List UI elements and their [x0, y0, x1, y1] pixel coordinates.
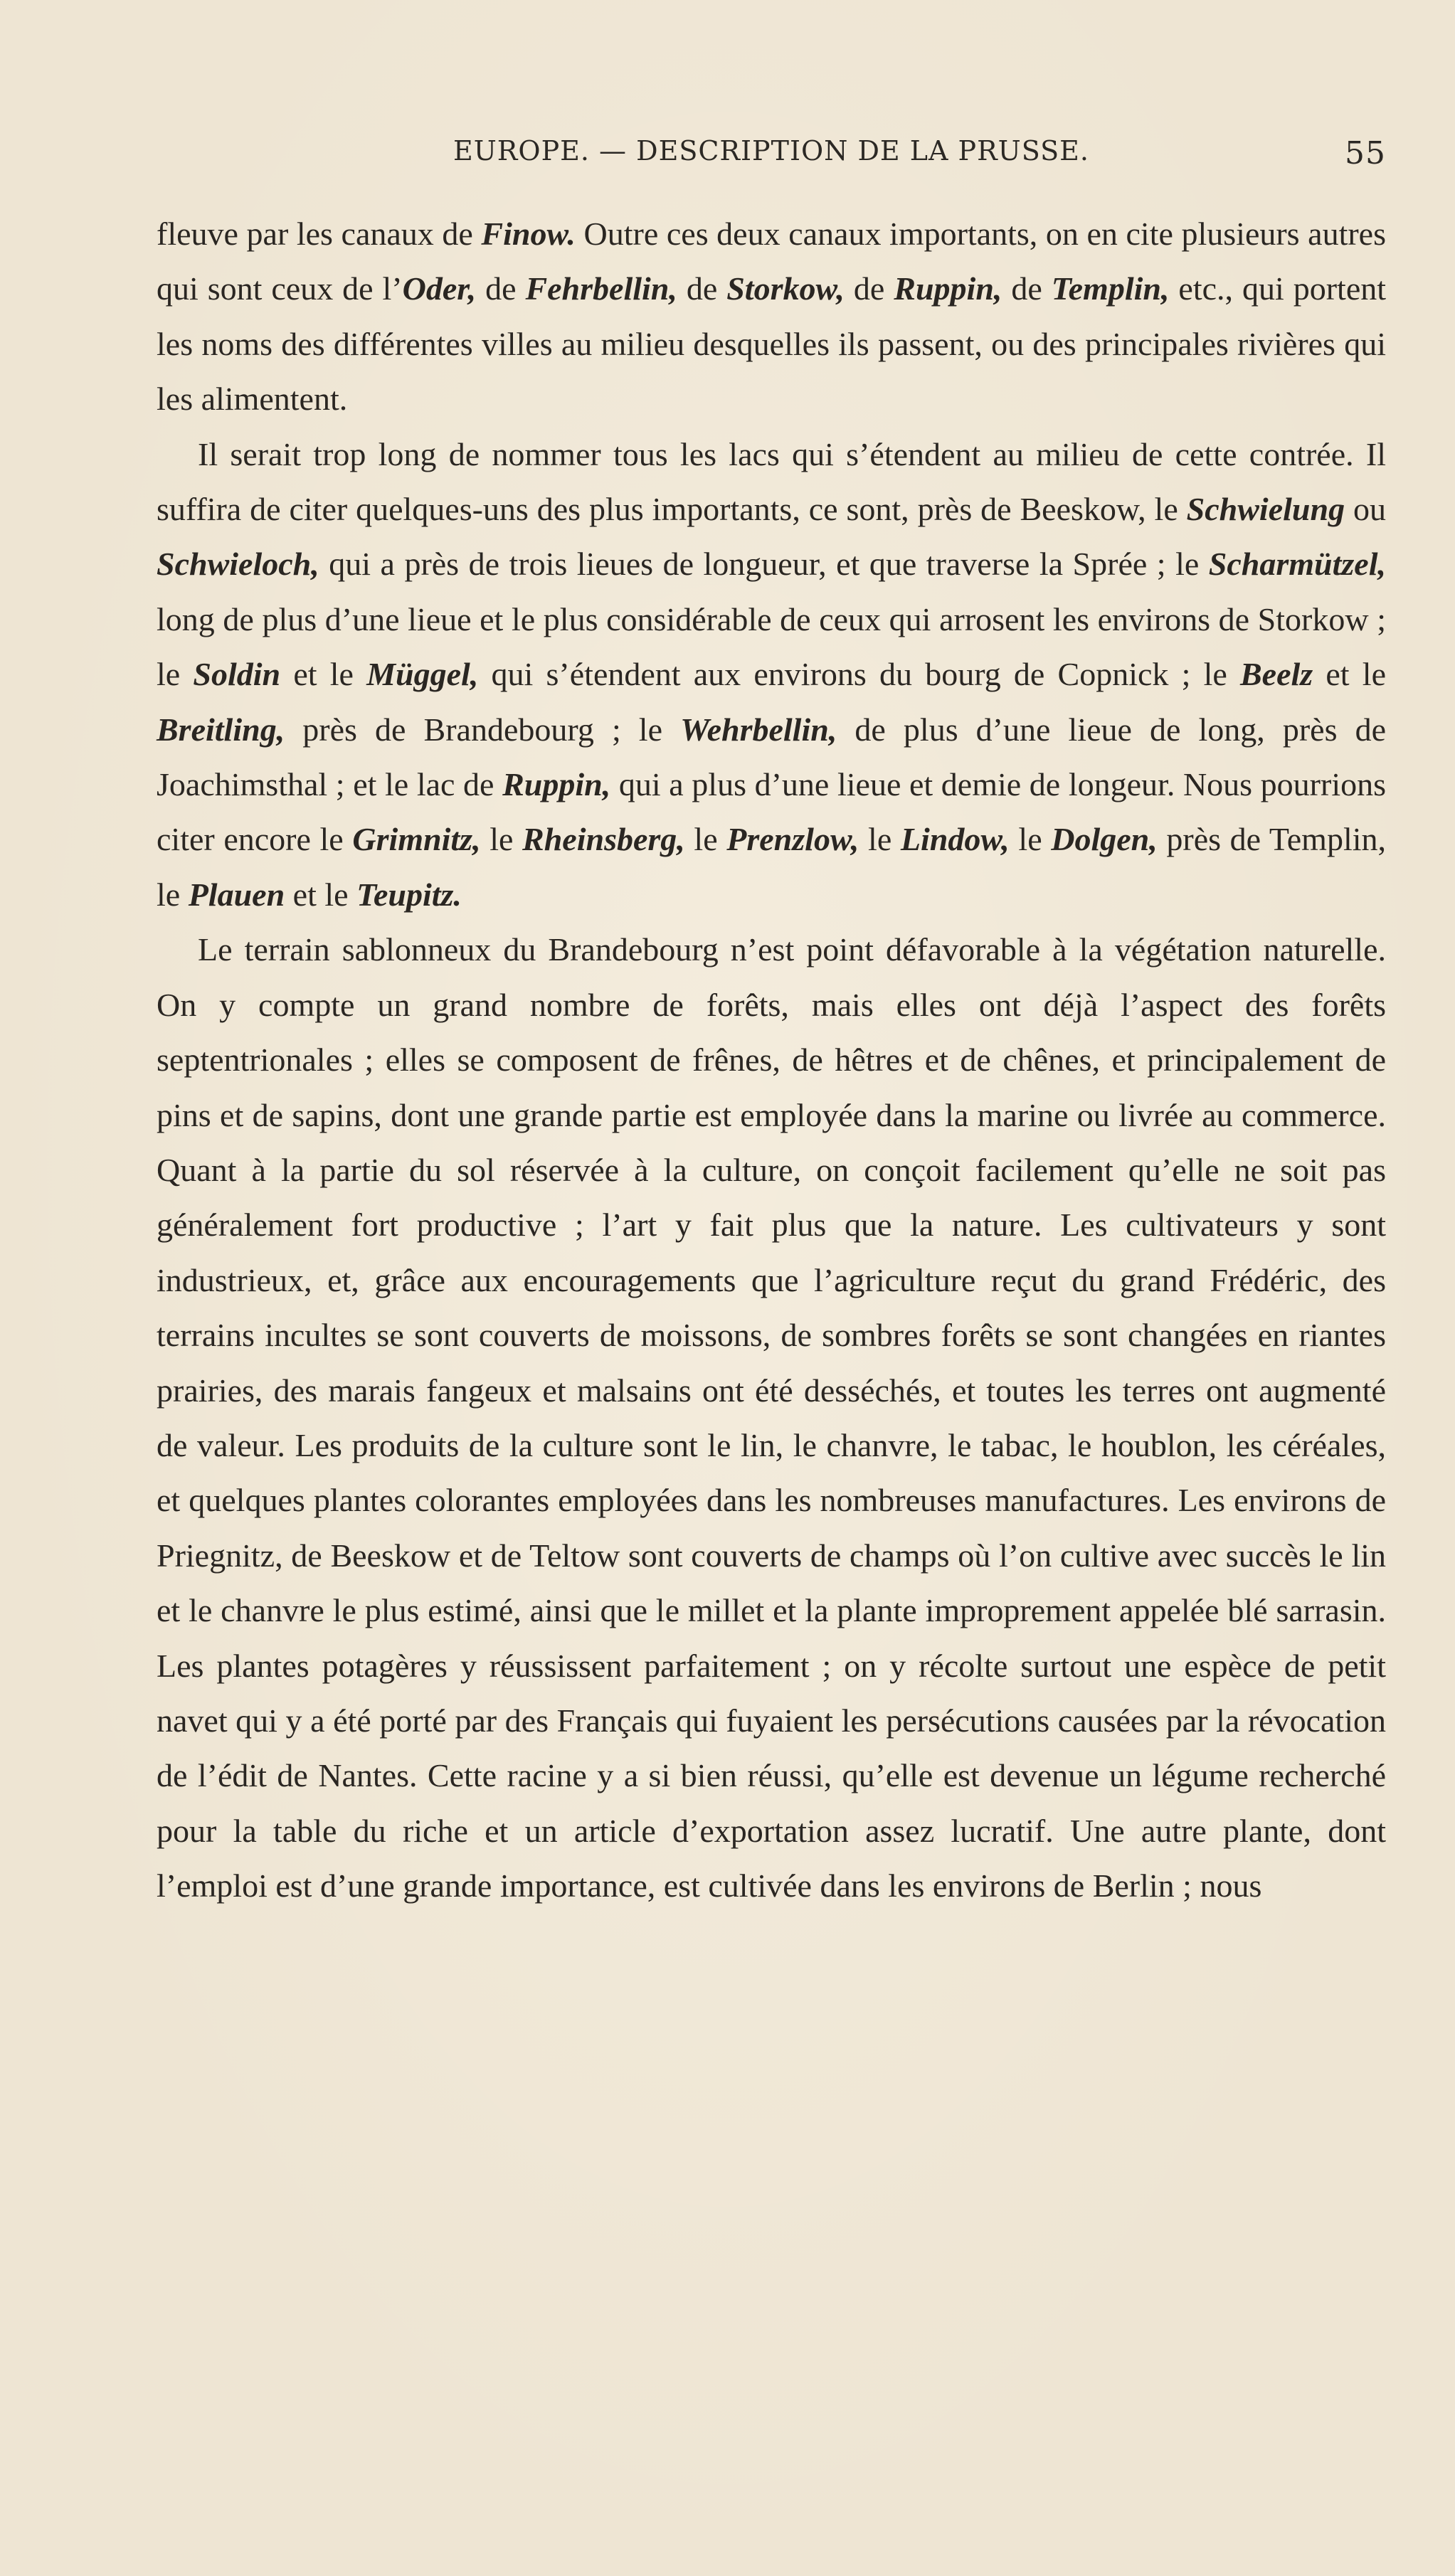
- paragraph: [157, 427, 1386, 923]
- text-run: le: [480, 821, 523, 858]
- italic-name: Templin,: [1051, 270, 1170, 307]
- page-number: 55: [1345, 135, 1386, 171]
- paragraph: [157, 206, 1386, 427]
- italic-name: Scharmützel,: [1208, 546, 1386, 583]
- italic-name: Rheinsberg,: [522, 821, 685, 858]
- italic-name: Soldin: [193, 656, 281, 693]
- text-run: de: [476, 270, 526, 307]
- italic-name: Storkow,: [726, 270, 845, 307]
- text-run: fleuve par les canaux de: [157, 216, 482, 252]
- text-run: de: [1002, 270, 1052, 307]
- italic-name: Schwieloch,: [157, 546, 319, 583]
- body-text: [157, 206, 1386, 1914]
- text-run: le: [859, 821, 901, 858]
- italic-name: Grimnitz,: [352, 821, 481, 858]
- text-run: etc., qui portent les noms des différentes villes au milieu desquelles ils passent, ou des principales rivières qui les alimentent.: [157, 270, 1387, 418]
- text-run: le: [684, 821, 727, 858]
- italic-name: Breitling,: [157, 711, 285, 748]
- italic-name: Wehrbellin,: [680, 711, 837, 748]
- text-run: et le: [280, 656, 367, 693]
- text-run: ou: [1345, 491, 1387, 528]
- italic-name: Lindow,: [900, 821, 1010, 858]
- italic-name: Beelz: [1239, 656, 1313, 693]
- italic-name: Fehrbellin,: [525, 270, 677, 307]
- italic-name: Oder,: [402, 270, 477, 307]
- paragraph: [157, 922, 1386, 1913]
- text-run: qui a plus d’une lieue et demie de longeur. Nous pourrions citer encore le: [157, 766, 1386, 858]
- italic-name: Plauen: [188, 876, 285, 913]
- text-run: Le terrain sablonneux du Brandebourg n’est point défavorable à la végétation naturelle. On y compte un grand nombre de forêts, mais elles ont déjà l’aspect des forêts septentrionales ; elles se composent de frênes, de hêtres et de chênes, et principalement de pins et de sapins, dont une grande partie est employée dans la marine ou livrée au commerce. Quant à la partie du sol réservée à la culture, on conçoit facilement qu’elle ne soit pas généralement fort productive ; l’art y fait plus que la nature. Les cultivateurs y sont industrieux, et, grâce aux encouragements que l’agriculture reçut du grand Frédéric, des terrains incultes se sont couverts de moissons, de sombres forêts se sont changées en riantes prairies, des marais fangeux et malsains ont été desséchés, et toutes les terres ont augmenté de valeur. Les produits de la culture sont le lin, le chanvre, le tabac, le houblon, les céréales, et quelques plantes colorantes employées dans les nombreuses manufactures. Les environs de Priegnitz, de Beeskow et de Teltow sont couverts de champs où l’on cultive avec succès le lin et le chanvre le plus estimé, ainsi que le millet et la plante improprement appelée blé sarrasin. Les plantes potagères y réussissent parfaitement ; on y récolte surtout une espèce de petit navet qui y a été porté par des Français qui fuyaient les persécutions causées par la révocation de l’édit de Nantes. Cette racine y a si bien réussi, qu’elle est devenue un légume recherché pour la table du riche et un article d’exportation assez lucratif. Une autre plante, dont l’emploi est d’une grande importance, est cultivée dans les environs de Berlin ; nous: [157, 931, 1386, 1904]
- text-run: et le: [285, 876, 357, 913]
- italic-name: Dolgen,: [1051, 821, 1158, 858]
- text-run: le: [1009, 821, 1052, 858]
- italic-name: Finow.: [481, 216, 576, 252]
- text-run: de plus d’une lieue de long, près de Joachimsthal ; et le lac de: [157, 711, 1386, 803]
- text-run: près de Templin, le: [157, 821, 1387, 913]
- text-run: qui s’étendent aux environs du bourg de Copnick ; le: [478, 656, 1240, 693]
- text-run: et le: [1313, 656, 1386, 693]
- text-run: Outre ces deux canaux importants, on en cite plusieurs autres qui sont ceux de l’: [157, 216, 1387, 307]
- text-run: de: [677, 270, 727, 307]
- text-run: de: [844, 270, 894, 307]
- text-run: qui a près de trois lieues de longueur, et que traverse la Sprée ; le: [319, 546, 1209, 583]
- running-title: EUROPE. — DESCRIPTION DE LA PRUSSE.: [453, 135, 1089, 166]
- italic-name: Müggel,: [366, 656, 479, 693]
- italic-name: Teupitz.: [356, 876, 462, 913]
- italic-name: Prenzlow,: [726, 821, 859, 858]
- italic-name: Ruppin,: [894, 270, 1002, 307]
- text-run: Il serait trop long de nommer tous les lacs qui s’étendent au milieu de cette contrée. Il suffira de citer quelques-uns des plus importants, ce sont, près de Beeskow, le: [157, 435, 1386, 528]
- italic-name: Schwielung: [1186, 491, 1345, 528]
- italic-name: Ruppin,: [502, 766, 611, 803]
- text-run: près de Brandebourg ; le: [285, 711, 681, 748]
- running-head: [157, 135, 1386, 178]
- text-run: long de plus d’une lieue et le plus considérable de ceux qui arrosent les environs de Storkow ; le: [157, 600, 1386, 693]
